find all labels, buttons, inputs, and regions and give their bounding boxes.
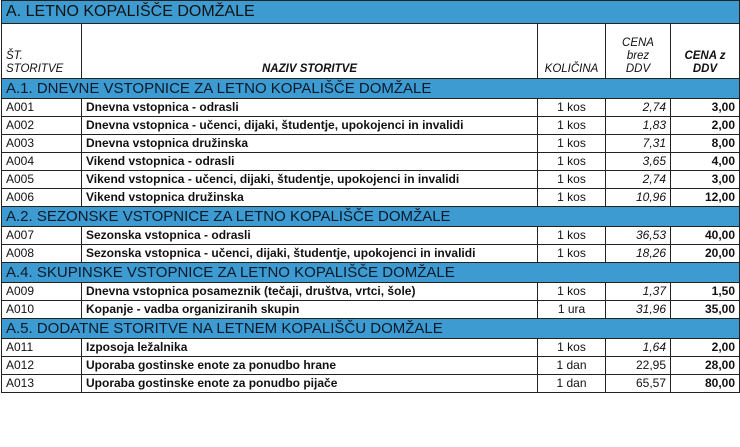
table-row xyxy=(2,117,740,135)
table-row xyxy=(2,301,740,319)
price-with-vat: 80,00 xyxy=(671,375,740,393)
header-price-no-vat-line1: CENA xyxy=(622,37,654,49)
section-title: A.1. DNEVNE VSTOPNICE ZA LETNO KOPALIŠČE DOMŽALE xyxy=(2,79,740,99)
header-price-vat xyxy=(671,24,740,79)
table-row xyxy=(2,135,740,153)
section-header-row xyxy=(2,263,740,283)
service-code: A007 xyxy=(2,227,82,245)
price-without-vat: 2,74 xyxy=(606,99,671,117)
service-quantity: 1 kos xyxy=(538,99,606,117)
section-title: A.4. SKUPINSKE VSTOPNICE ZA LETNO KOPALIŠČE DOMŽALE xyxy=(2,263,740,283)
price-with-vat: 28,00 xyxy=(671,357,740,375)
table-row xyxy=(2,339,740,357)
service-code: A008 xyxy=(2,245,82,263)
service-quantity: 1 kos xyxy=(538,189,606,207)
document-title-row xyxy=(2,1,740,24)
price-table xyxy=(1,0,740,393)
service-code: A005 xyxy=(2,171,82,189)
price-with-vat: 3,00 xyxy=(671,171,740,189)
price-without-vat: 3,65 xyxy=(606,153,671,171)
service-quantity: 1 kos xyxy=(538,283,606,301)
service-quantity: 1 kos xyxy=(538,117,606,135)
header-code xyxy=(2,24,82,79)
service-name: Uporaba gostinske enote za ponudbo pijače xyxy=(82,375,538,393)
table-row xyxy=(2,357,740,375)
service-code: A013 xyxy=(2,375,82,393)
service-name: Vikend vstopnica - odrasli xyxy=(82,153,538,171)
price-without-vat: 31,96 xyxy=(606,301,671,319)
price-without-vat: 36,53 xyxy=(606,227,671,245)
price-without-vat: 10,96 xyxy=(606,189,671,207)
price-with-vat: 40,00 xyxy=(671,227,740,245)
service-quantity: 1 kos xyxy=(538,153,606,171)
price-without-vat: 2,74 xyxy=(606,171,671,189)
service-quantity: 1 dan xyxy=(538,357,606,375)
header-price-no-vat-line3: DDV xyxy=(625,63,651,75)
service-name: Izposoja ležalnika xyxy=(82,339,538,357)
header-price-vat-line2: DDV xyxy=(692,63,718,75)
service-quantity: 1 dan xyxy=(538,375,606,393)
price-without-vat: 7,31 xyxy=(606,135,671,153)
service-name: Kopanje - vadba organiziranih skupin xyxy=(82,301,538,319)
service-code: A010 xyxy=(2,301,82,319)
table-row xyxy=(2,283,740,301)
price-with-vat: 2,00 xyxy=(671,339,740,357)
price-with-vat: 20,00 xyxy=(671,245,740,263)
document-title: A. LETNO KOPALIŠČE DOMŽALE xyxy=(2,1,740,24)
table-row xyxy=(2,171,740,189)
service-name: Uporaba gostinske enote za ponudbo hrane xyxy=(82,357,538,375)
column-header-row xyxy=(2,24,740,79)
service-quantity: 1 kos xyxy=(538,245,606,263)
table-row xyxy=(2,227,740,245)
header-price-vat-line1: CENA z xyxy=(684,50,726,62)
service-code: A011 xyxy=(2,339,82,357)
price-with-vat: 1,50 xyxy=(671,283,740,301)
section-header-row xyxy=(2,207,740,227)
header-name: NAZIV STORITVE xyxy=(82,24,538,79)
section-header-row xyxy=(2,79,740,99)
price-list-sheet xyxy=(1,0,739,393)
service-name: Vikend vstopnica - učenci, dijaki, študentje, upokojenci in invalidi xyxy=(82,171,538,189)
service-quantity: 1 kos xyxy=(538,339,606,357)
price-with-vat: 4,00 xyxy=(671,153,740,171)
table-row xyxy=(2,375,740,393)
service-code: A001 xyxy=(2,99,82,117)
price-without-vat: 1,64 xyxy=(606,339,671,357)
service-quantity: 1 ura xyxy=(538,301,606,319)
price-without-vat: 1,37 xyxy=(606,283,671,301)
service-code: A004 xyxy=(2,153,82,171)
service-name: Dnevna vstopnica posameznik (tečaji, društva, vrtci, šole) xyxy=(82,283,538,301)
price-without-vat: 65,57 xyxy=(606,375,671,393)
service-name: Dnevna vstopnica - učenci, dijaki, študentje, upokojenci in invalidi xyxy=(82,117,538,135)
header-price-no-vat xyxy=(606,24,671,79)
table-row xyxy=(2,153,740,171)
service-quantity: 1 kos xyxy=(538,171,606,189)
header-code-line2: STORITVE xyxy=(6,63,64,75)
service-name: Vikend vstopnica družinska xyxy=(82,189,538,207)
service-name: Dnevna vstopnica družinska xyxy=(82,135,538,153)
service-code: A002 xyxy=(2,117,82,135)
service-name: Dnevna vstopnica - odrasli xyxy=(82,99,538,117)
header-price-no-vat-line2: brez xyxy=(626,50,650,62)
service-code: A009 xyxy=(2,283,82,301)
header-code-line1: ŠT. xyxy=(6,50,23,62)
price-with-vat: 35,00 xyxy=(671,301,740,319)
price-without-vat: 22,95 xyxy=(606,357,671,375)
price-with-vat: 12,00 xyxy=(671,189,740,207)
price-with-vat: 8,00 xyxy=(671,135,740,153)
service-code: A006 xyxy=(2,189,82,207)
price-without-vat: 1,83 xyxy=(606,117,671,135)
section-header-row xyxy=(2,319,740,339)
header-qty: KOLIČINA xyxy=(538,24,606,79)
service-quantity: 1 kos xyxy=(538,135,606,153)
section-title: A.2. SEZONSKE VSTOPNICE ZA LETNO KOPALIŠČE DOMŽALE xyxy=(2,207,740,227)
service-name: Sezonska vstopnica - odrasli xyxy=(82,227,538,245)
service-code: A003 xyxy=(2,135,82,153)
table-row xyxy=(2,99,740,117)
service-code: A012 xyxy=(2,357,82,375)
section-title: A.5. DODATNE STORITVE NA LETNEM KOPALIŠČU DOMŽALE xyxy=(2,319,740,339)
service-name: Sezonska vstopnica - učenci, dijaki, študentje, upokojenci in invalidi xyxy=(82,245,538,263)
price-with-vat: 3,00 xyxy=(671,99,740,117)
table-row xyxy=(2,189,740,207)
service-quantity: 1 kos xyxy=(538,227,606,245)
price-with-vat: 2,00 xyxy=(671,117,740,135)
table-row xyxy=(2,245,740,263)
price-without-vat: 18,26 xyxy=(606,245,671,263)
